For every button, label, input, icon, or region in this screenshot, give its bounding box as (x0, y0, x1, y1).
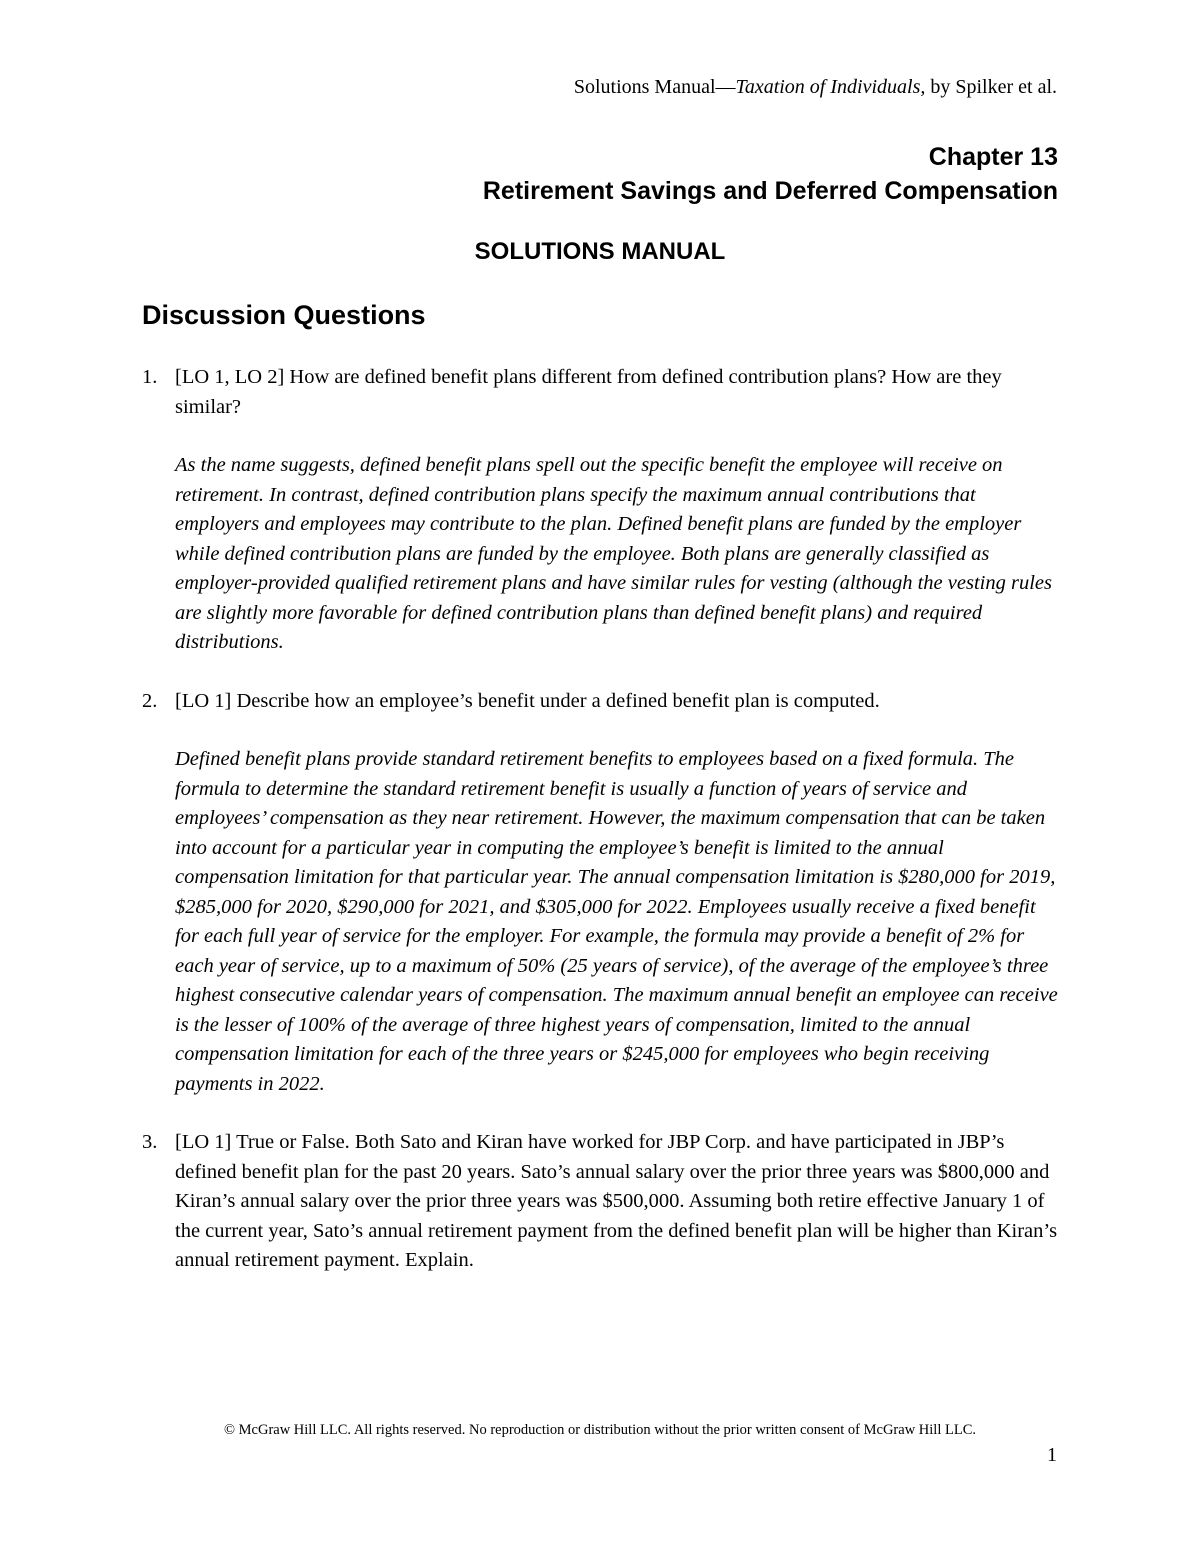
answer-text: As the name suggests, defined benefit plans spell out the specific benefit the employee will receive on retirement. In contrast, defined contribution plans specify the maximum annual contributions that employers and employees may contribute to the plan. Defined benefit plans are funded by the employer while defined contribution plans are funded by the employee. Both plans are generally classified as employer-provided qualified retirement plans and have similar rules for vesting (although the vesting rules are slightly more favorable for defined contribution plans than defined benefit plans) and required distributions. (175, 454, 1052, 653)
question-text: [LO 1] True or False. Both Sato and Kiran have worked for JBP Corp. and have participated in JBP’s defined benefit plan for the past 20 years. Sato’s annual salary over the prior three years was $800,000 and Kiran’s annual salary over the prior three years was $500,000. Assuming both retire effective January 1 of the current year, Sato’s annual retirement payment from the defined benefit plan will be higher than Kiran’s annual retirement payment. Explain. (175, 1131, 1058, 1271)
question-number: 1. (142, 366, 158, 388)
question-list (142, 363, 1062, 1276)
page-number: 1 (1047, 1444, 1057, 1466)
manual-title: SOLUTIONS MANUAL (474, 238, 726, 265)
question-item-1 (142, 363, 1062, 658)
question-text: [LO 1] Describe how an employee’s benefit under a defined benefit plan is computed. (175, 689, 880, 712)
section-heading: Discussion Questions (142, 300, 426, 330)
copyright-footer: © McGraw Hill LLC. All rights reserved. No reproduction or distribution without the prior written consent of McGraw Hill LLC. (224, 1422, 976, 1438)
chapter-number: Chapter 13 (928, 143, 1058, 171)
header-prefix: Solutions Manual— (573, 76, 736, 98)
header-book-title: Taxation of Individuals, (735, 76, 926, 98)
question-item-3 (142, 1128, 1062, 1276)
question-number: 3. (142, 1131, 158, 1153)
header-suffix: by Spilker et al. (925, 76, 1057, 98)
question-number: 2. (142, 689, 158, 712)
question-text: [LO 1, LO 2] How are defined benefit plans different from defined contribution plans? How are they similar? (175, 366, 1002, 418)
question-item-2 (142, 687, 1062, 1100)
chapter-title: Retirement Savings and Deferred Compensation (482, 177, 1058, 205)
running-header (574, 72, 1057, 102)
chapter-heading (483, 140, 1058, 208)
answer-text: Defined benefit plans provide standard retirement benefits to employees based on a fixed formula. The formula to determine the standard retirement benefit is usually a function of years of service and employees’ compensation as they near retirement. However, the maximum compensation that can be taken into account for a particular year in computing the employee’s benefit is limited to the annual compensation limitation for that particular year. The annual compensation limitation is $280,000 for 2019, $285,000 for 2020, $290,000 for 2021, and $305,000 for 2022. Employees usually receive a fixed benefit for each full year of service for the employer. For example, the formula may provide a benefit of 2% for each year of service, up to a maximum of 50% (25 years of service), of the average of the employee’s three highest consecutive calendar years of compensation. The maximum annual benefit an employee can receive is the lesser of 100% of the average of three highest years of compensation, limited to the annual compensation limitation for each of the three years or $245,000 for employees who begin receiving payments in 2022. (175, 748, 1058, 1095)
